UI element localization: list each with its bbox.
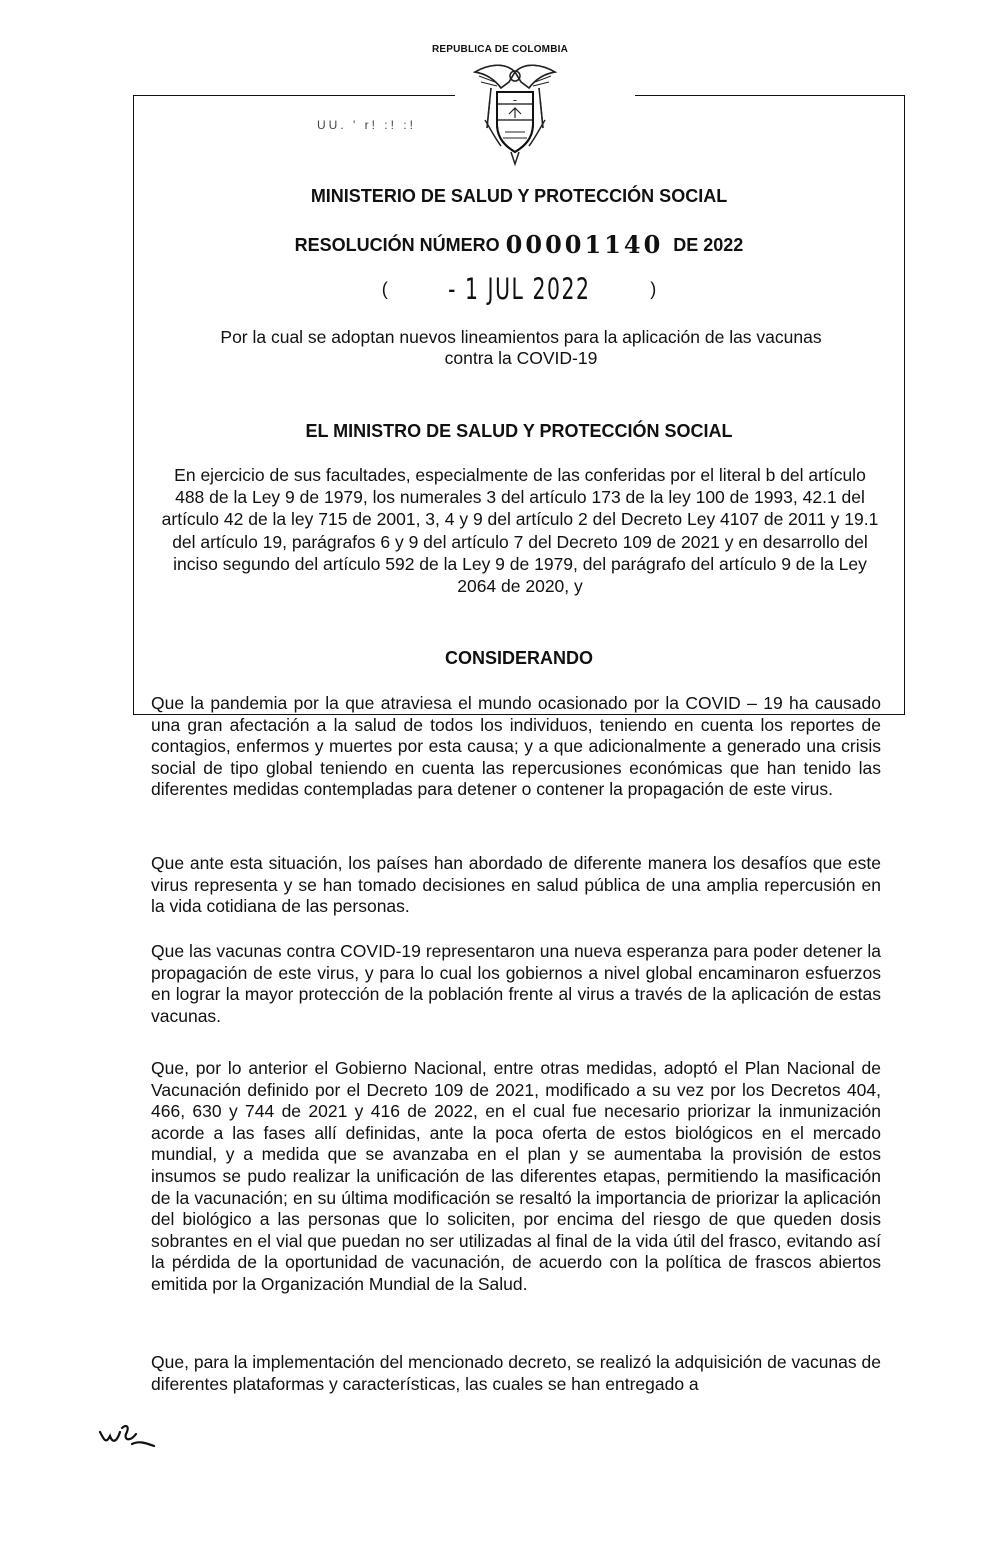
- handwritten-initials: [96, 1420, 156, 1450]
- resolution-year: DE 2022: [673, 235, 744, 255]
- date-stamp: - 1 JUL 2022: [447, 272, 591, 306]
- authority-faculties: En ejercicio de sus facultades, especialmente de las conferidas por el literal b del artículo 488 de la Ley 9 de 1979, los numerales 3 del artículo 173 de la ley 100 de 1993, 42.1 del artículo 42 de la ley 715 de 2001, 3, 4 y 9 del artículo 2 del Decreto Ley 4107 de 2011 y 19.1 del artículo 19, parágrafos 6 y 9 del artículo 7 del Decreto 109 de 2021 y en desarrollo del inciso segundo del artículo 592 de la Ley 9 de 1979, del parágrafo del artículo 9 de la Ley 2064 de 2020, y: [161, 465, 879, 597]
- considerando-paragraph: Que, para la implementación del mencionado decreto, se realizó la adquisición de vacunas de diferentes plataformas y características, las cuales se han entregado a: [151, 1352, 881, 1394]
- resolution-date-line: [133, 272, 905, 306]
- considerando-paragraph: Que las vacunas contra COVID-19 representaron una nueva esperanza para poder detener la propagación de este virus, y para lo cual los gobiernos a nivel global encaminaron esfuerzos en lograr la mayor protección de la población frente al virus a través de la aplicación de estas vacunas.: [151, 941, 881, 1026]
- date-open-paren: (: [381, 279, 388, 299]
- country-heading: REPUBLICA DE COLOMBIA: [431, 44, 569, 55]
- marginal-note: UU. ' r! :! :!: [317, 118, 416, 132]
- resolution-subject: [175, 327, 867, 369]
- date-close-paren: ): [650, 279, 657, 299]
- considerando-heading: CONSIDERANDO: [444, 648, 593, 668]
- authority-title: EL MINISTRO DE SALUD Y PROTECCIÓN SOCIAL: [305, 421, 733, 441]
- considerando-paragraph: Que ante esta situación, los países han abordado de diferente manera los desafíos que este virus representa y se han tomado decisiones en salud pública de una amplia repercusión en la vida cotidiana de las personas.: [151, 853, 881, 916]
- ministry-title: MINISTERIO DE SALUD Y PROTECCIÓN SOCIAL: [310, 186, 728, 206]
- frame-gap: [455, 90, 635, 100]
- subject-line-2: contra la COVID-19: [444, 348, 598, 368]
- considerando-paragraph: Que la pandemia por la que atraviesa el mundo ocasionado por la COVID – 19 ha causado una gran afectación a la salud de todos los individuos, teniendo en cuenta los reportes de contagios, enfermos y muertes por esta causa; y a que adicionalmente a generado una crisis social de tipo global teniendo en cuenta las repercusiones económicas que han tenido las diferentes medidas contempladas para detener o contener la propagación de este virus.: [151, 693, 881, 799]
- resolution-number-line: [133, 228, 905, 257]
- resolution-number: 00001140: [505, 230, 664, 259]
- considerando-paragraph: Que, por lo anterior el Gobierno Nacional, entre otras medidas, adoptó el Plan Nacional de Vacunación definido por el Decreto 109 de 2021, modificado a su vez por los Decretos 404, 466, 630 y 744 de 2021 y 416 de 2022, en el cual fue necesario priorizar la inmunización acorde a las fases allí definidas, ante la poca oferta de estos biológicos en el mercado mundial, y a medida que se avanzaba en el plan y se aumentaba la provisión de estos insumos se pudo realizar la unificación de las diferentes etapas, permitiendo la masificación de la vacunación; en su última modificación se resaltó la importancia de priorizar la aplicación del biológico a las personas que lo soliciten, por encima del riesgo de que queden dosis sobrantes en el vial que puedan no ser utilizadas al final de la vida útil del frasco, evitando así la pérdida de la oportunidad de vacunación, de acuerdo con la política de frascos abiertos emitida por la Organización Mundial de la Salud.: [151, 1058, 881, 1294]
- resolution-label: RESOLUCIÓN NÚMERO: [294, 235, 500, 255]
- subject-line-1: Por la cual se adoptan nuevos lineamientos para la aplicación de las vacunas: [220, 327, 822, 347]
